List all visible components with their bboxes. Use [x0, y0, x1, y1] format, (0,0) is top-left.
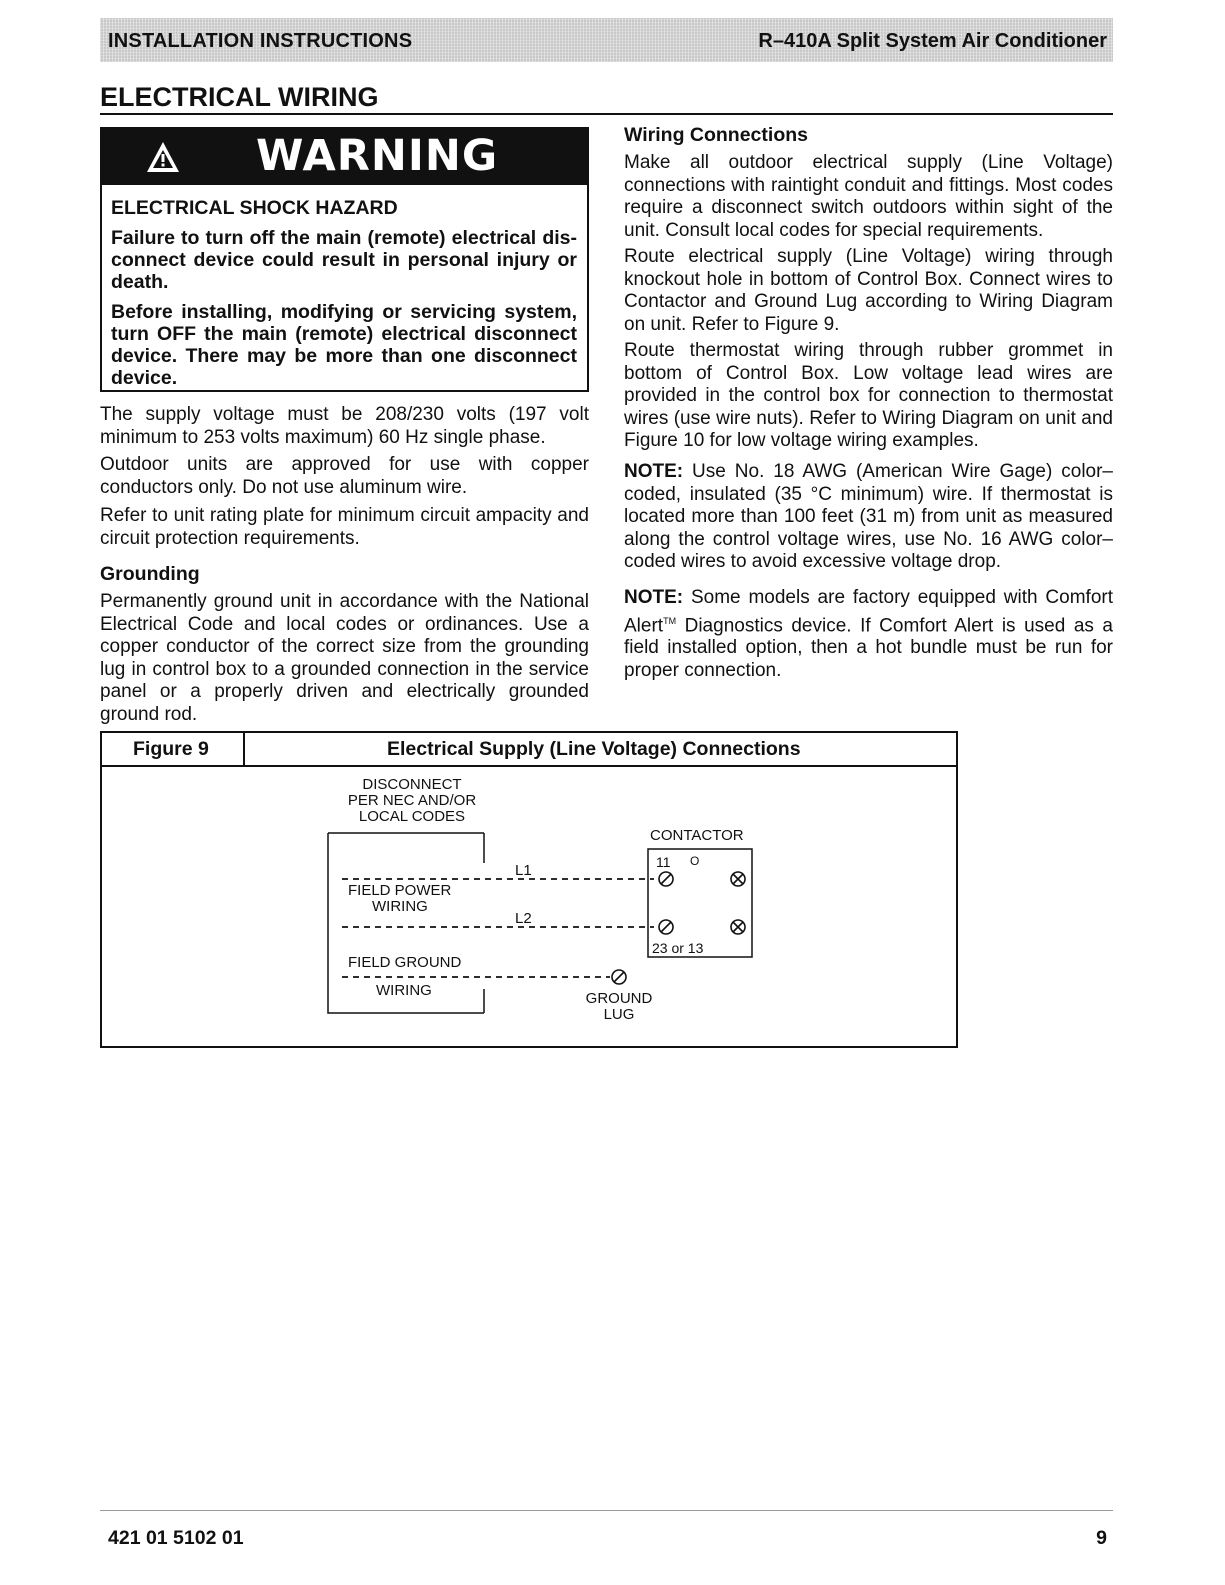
field-ground-label-line-1: FIELD GROUND	[348, 954, 462, 971]
section-rule	[100, 113, 1113, 115]
header-doc-type: INSTALLATION INSTRUCTIONS	[108, 30, 413, 52]
ground-lug-label-line-1: GROUND	[585, 990, 653, 1007]
warning-triangle-icon	[146, 141, 180, 173]
note-comfort-alert-paragraph	[624, 587, 1113, 682]
terminal-23-label: 23 or 13	[652, 940, 704, 956]
field-power-label-line-1: FIELD POWER	[348, 882, 452, 899]
line-1-label: L1	[515, 862, 532, 879]
note-text: Some models are factory equipped with Comfort Alert	[624, 587, 1113, 636]
warning-paragraph-2: Before installing, modifying or servicing system, turn OFF the main (remote) electrical disconnect device. There may be more than one disconnect device.	[111, 301, 577, 389]
warning-banner	[102, 129, 587, 185]
disconnect-label-line-1: DISCONNECT	[362, 776, 462, 793]
terminal-11-mark: O	[690, 854, 700, 868]
warning-paragraph-1: Failure to turn off the main (remote) electrical dis-connect device could result in personal injury or death.	[111, 227, 577, 293]
note-awg-paragraph	[624, 461, 1113, 574]
contactor-terminal-l1-icon	[659, 872, 673, 886]
route-supply-paragraph: Route electrical supply (Line Voltage) wiring through knockout hole in bottom of Control Box. Connect wires to Contactor and Ground Lug according to Wiring Diagram on unit. Refer to Figure 9.	[624, 246, 1113, 335]
disconnect-label-line-2: PER NEC AND/OR	[347, 792, 477, 809]
thermostat-wiring-paragraph: Route thermostat wiring through rubber grommet in bottom of Control Box. Low voltage lead wires are provided in the control box for connection to thermostat wires (use wire nuts). Refer to Wiring Diagram on unit and Figure 10 for low voltage wiring examples.	[624, 340, 1113, 451]
warning-hazard: ELECTRICAL SHOCK HAZARD	[111, 197, 398, 219]
ground-lug-icon	[612, 970, 626, 984]
terminal-11-label: 11	[656, 854, 671, 870]
note-text: Use No. 18 AWG (American Wire Gage) color–coded, insulated (35 °C minimum) wire. If thermostat is located more than 100 feet (31 m) from unit as measured along the control voltage wires, use No. 16 AWG color–coded wires to avoid excessive voltage drop.	[624, 461, 1113, 572]
figure-title: Electrical Supply (Line Voltage) Connections	[387, 738, 801, 760]
field-power-label-line-2: WIRING	[372, 898, 428, 915]
figure-label: Figure 9	[133, 738, 209, 760]
header-product: R–410A Split System Air Conditioner	[758, 30, 1107, 52]
contactor-terminal-l2-icon	[659, 920, 673, 934]
wiring-diagram	[102, 767, 956, 1047]
rating-plate-paragraph: Refer to unit rating plate for minimum circuit ampacity and circuit protection requirements.	[100, 505, 589, 549]
field-ground-label-line-2: WIRING	[376, 982, 432, 999]
disconnect-label-line-3: LOCAL CODES	[358, 808, 466, 825]
wiring-connections-heading: Wiring Connections	[624, 124, 808, 146]
figure-9	[100, 731, 958, 1048]
warning-box	[100, 127, 589, 392]
line-2-label: L2	[515, 910, 532, 927]
contactor-label: CONTACTOR	[650, 827, 744, 844]
outdoor-supply-paragraph: Make all outdoor electrical supply (Line Voltage) connections with raintight conduit and fittings. Most codes require a disconnect switch outdoors within sight of the unit. Consult local codes for special requirements.	[624, 152, 1113, 241]
page-number: 9	[1096, 1527, 1107, 1549]
grounding-paragraph: Permanently ground unit in accordance with the National Electrical Code and local codes or ordinances. Use a copper conductor of the correct size from the grounding lug in control box to a grounded connection in the service panel or a properly driven and electrically grounded ground rod.	[100, 591, 589, 725]
note-label: NOTE:	[624, 587, 684, 608]
note-text: Diagnostics device. If Comfort Alert is used as a field installed option, then a hot bundle must be run for proper connection.	[624, 614, 1113, 681]
trademark-mark: TM	[663, 615, 677, 626]
contactor-terminal-t1-icon	[731, 872, 745, 886]
copper-conductors-paragraph: Outdoor units are approved for use with copper conductors only. Do not use aluminum wire.	[100, 454, 589, 498]
note-label: NOTE:	[624, 461, 684, 482]
part-number: 421 01 5102 01	[108, 1527, 244, 1549]
grounding-heading: Grounding	[100, 563, 200, 585]
supply-voltage-paragraph: The supply voltage must be 208/230 volts (197 volt minimum to 253 volts maximum) 60 Hz single phase.	[100, 404, 589, 448]
figure-header-divider	[243, 733, 245, 766]
ground-lug-label-line-2: LUG	[603, 1006, 635, 1023]
section-title: ELECTRICAL WIRING	[100, 82, 379, 112]
warning-word: WARNING	[256, 131, 499, 181]
footer-rule	[100, 1510, 1113, 1511]
contactor-terminal-t2-icon	[731, 920, 745, 934]
